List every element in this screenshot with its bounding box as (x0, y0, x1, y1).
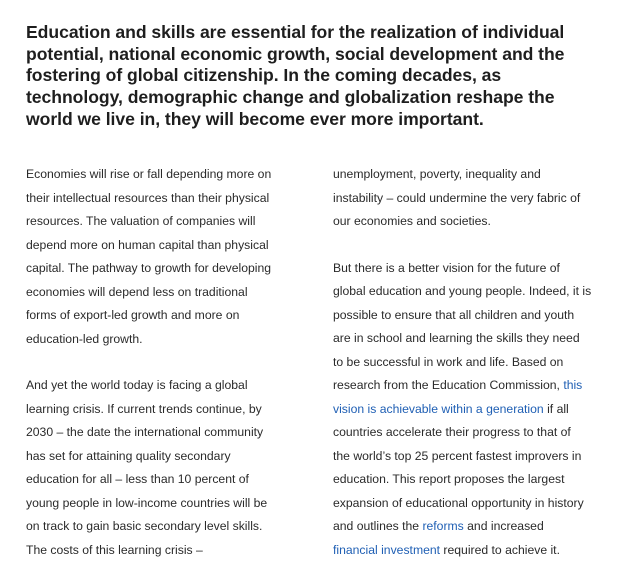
inline-text: research from the Education Commission, (333, 378, 564, 392)
text-line: economies will depend less on traditional (26, 284, 248, 299)
text-line: our economies and societies. (333, 214, 491, 228)
inline-text: and outlines the (333, 519, 423, 533)
text-line: has set for attaining quality secondary (26, 448, 231, 463)
text-line (333, 398, 613, 422)
text-line: global education and young people. Indeed, it is (333, 284, 592, 298)
text-line: resources. The valuation of companies will (26, 214, 256, 228)
lead-statement (26, 22, 616, 131)
text-line: And yet the world today is facing a global (26, 378, 248, 392)
lead-line: Education and skills are essential for the realization of individual (26, 22, 565, 42)
text-line: expansion of educational opportunity in history (333, 495, 584, 510)
text-line: their intellectual resources than their physical (26, 190, 270, 205)
text-line: instability – could undermine the very fabric of (333, 190, 581, 205)
right-column (333, 163, 613, 585)
text-line: education for all – less than 10 percent of (26, 472, 249, 486)
text-line (333, 539, 613, 563)
inline-text: required to achieve it. (440, 542, 560, 557)
reforms-link[interactable]: reforms (422, 519, 464, 533)
paragraph-economies (26, 163, 301, 351)
text-line: education-led growth. (26, 331, 143, 346)
text-line: possible to ensure that all children and youth (333, 307, 575, 322)
lead-line: technology, demographic change and globalization reshape the (26, 87, 555, 108)
text-line (333, 515, 613, 539)
text-line: The costs of this learning crisis – (26, 542, 203, 557)
paragraph-better-vision (333, 257, 613, 563)
text-line: 2030 – the date the international community (26, 425, 264, 439)
text-line: are in school and learning the skills they need (333, 331, 580, 345)
text-line: to be successful in work and life. Based on (333, 354, 564, 369)
text-line: But there is a better vision for the future of (333, 260, 560, 275)
lead-line: world we live in, they will become ever more important. (26, 108, 484, 129)
paragraph-learning-crisis (26, 374, 301, 562)
text-line: education. This report proposes the largest (333, 472, 565, 486)
text-line: young people in low-income countries will be (26, 495, 268, 510)
text-line: unemployment, poverty, inequality and (333, 167, 541, 181)
text-line: learning crisis. If current trends continue, by (26, 401, 262, 416)
inline-text: if all (543, 401, 569, 416)
lead-line: potential, national economic growth, social development and the (26, 43, 565, 64)
vision-achievable-link[interactable]: this (563, 378, 583, 392)
paragraph-crisis-costs (333, 163, 613, 234)
text-line: countries accelerate their progress to that of (333, 425, 571, 439)
text-line: forms of export-led growth and more on (26, 308, 240, 322)
inline-text: and increased (463, 519, 544, 533)
text-line: the world’s top 25 percent fastest improvers in (333, 448, 582, 463)
vision-achievable-link-continued[interactable]: vision is achievable within a generation (333, 401, 544, 416)
text-line (333, 374, 613, 398)
text-line: capital. The pathway to growth for developing (26, 261, 272, 275)
text-line: Economies will rise or fall depending more on (26, 167, 272, 181)
financial-investment-link[interactable]: financial investment (333, 542, 441, 557)
lead-line: fostering of global citizenship. In the coming decades, as (26, 65, 502, 86)
text-line: depend more on human capital than physical (26, 237, 269, 252)
text-line: on track to gain basic secondary level skills. (26, 519, 263, 533)
left-column (26, 163, 301, 585)
